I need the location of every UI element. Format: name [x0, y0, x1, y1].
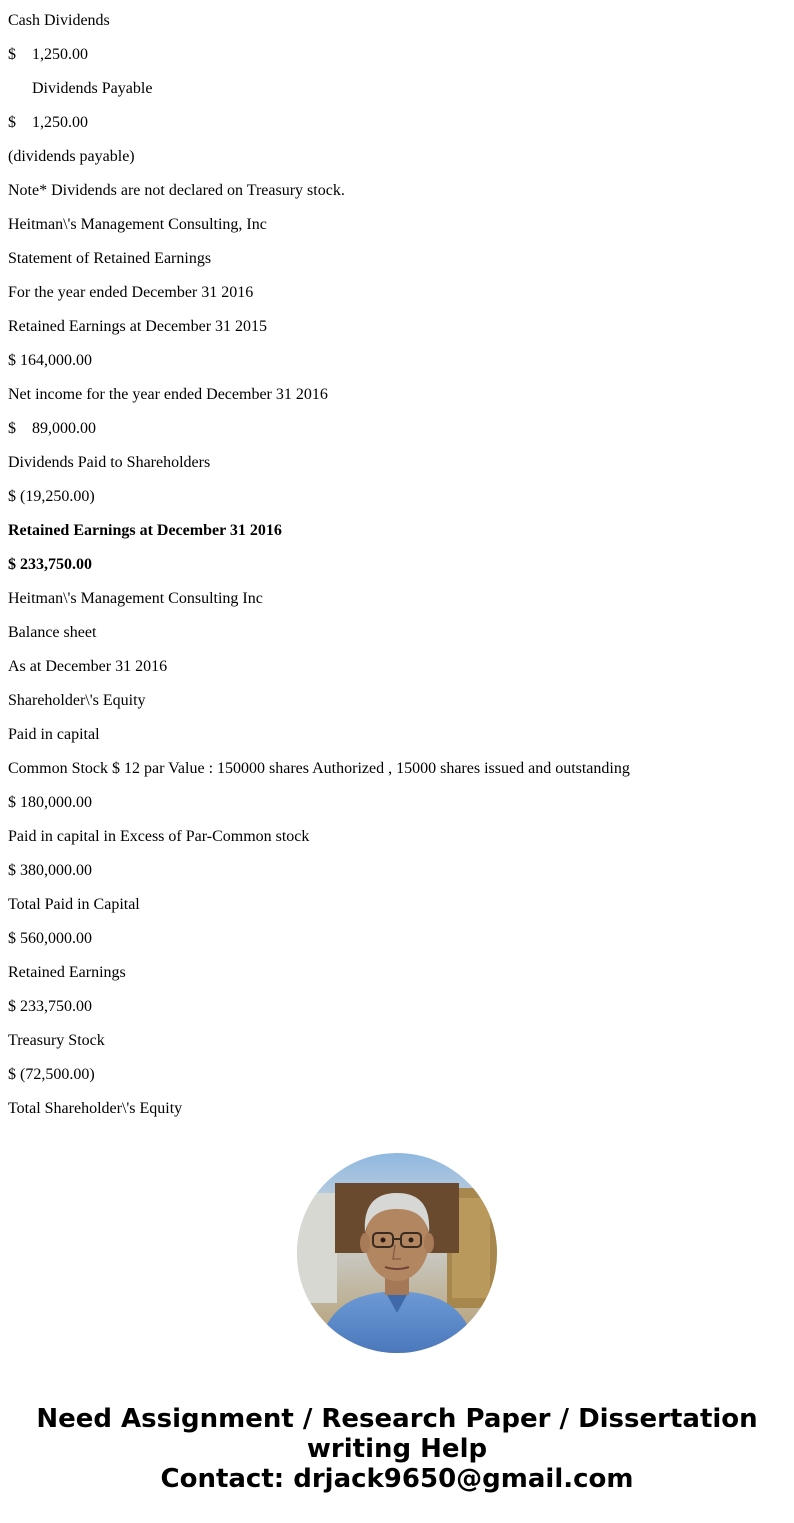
debit-amount: 1,250.00: [32, 46, 88, 63]
credit-currency: $: [8, 114, 16, 131]
bs-company: Heitman\'s Management Consulting Inc: [8, 590, 263, 607]
re-closing-value: $ 233,750.00: [8, 556, 92, 573]
bs-common-stock-label: Common Stock $ 12 par Value : 150000 shares Authorized , 15000 shares issued and outstanding: [8, 760, 630, 777]
bs-retained-label: Retained Earnings: [8, 964, 126, 981]
bs-section: Shareholder\'s Equity: [8, 692, 146, 709]
debit-amount-row: [8, 46, 88, 64]
contact-banner: [0, 1404, 794, 1494]
bs-date: As at December 31 2016: [8, 658, 168, 675]
bs-excess-value: $ 380,000.00: [8, 862, 92, 879]
cta-line-2: writing Help: [306, 1434, 488, 1464]
credit-account: Dividends Payable: [32, 80, 153, 97]
debit-currency: $: [8, 46, 16, 63]
bs-treasury-label: Treasury Stock: [8, 1032, 105, 1049]
bs-common-stock-value: $ 180,000.00: [8, 794, 92, 811]
re-company: Heitman\'s Management Consulting, Inc: [8, 216, 267, 233]
re-net-income-currency: $: [8, 420, 16, 437]
entry-note: Note* Dividends are not declared on Treasury stock.: [8, 182, 345, 199]
re-opening-label: Retained Earnings at December 31 2015: [8, 318, 268, 335]
bs-excess-label: Paid in capital in Excess of Par-Common stock: [8, 828, 310, 845]
bs-total-paid-value: $ 560,000.00: [8, 930, 92, 947]
bs-total-paid-label: Total Paid in Capital: [8, 896, 140, 913]
avatar-photo: [297, 1153, 497, 1353]
cta-line-1: Need Assignment / Research Paper / Dissertation: [36, 1404, 758, 1434]
bs-retained-value: $ 233,750.00: [8, 998, 92, 1015]
re-dividends-value: $ (19,250.00): [8, 488, 95, 505]
cta-contact: Contact: drjack9650@gmail.com: [160, 1464, 634, 1494]
bs-total-equity-label: Total Shareholder\'s Equity: [8, 1100, 183, 1117]
entry-explanation: (dividends payable): [8, 148, 135, 165]
debit-account: Cash Dividends: [8, 12, 110, 29]
credit-amount-row: [8, 114, 88, 132]
re-period: For the year ended December 31 2016: [8, 284, 254, 301]
re-title: Statement of Retained Earnings: [8, 250, 212, 267]
re-opening-value: $ 164,000.00: [8, 352, 92, 369]
re-net-income-value: 89,000.00: [32, 420, 96, 437]
re-net-income-label: Net income for the year ended December 31 2016: [8, 386, 328, 403]
re-closing-label: Retained Earnings at December 31 2016: [8, 522, 282, 539]
bs-treasury-value: $ (72,500.00): [8, 1066, 95, 1083]
re-net-income-row: [8, 420, 96, 438]
bs-title: Balance sheet: [8, 624, 97, 641]
credit-amount: 1,250.00: [32, 114, 88, 131]
avatar: [297, 1153, 497, 1353]
bs-subsection: Paid in capital: [8, 726, 100, 743]
re-dividends-label: Dividends Paid to Shareholders: [8, 454, 211, 471]
